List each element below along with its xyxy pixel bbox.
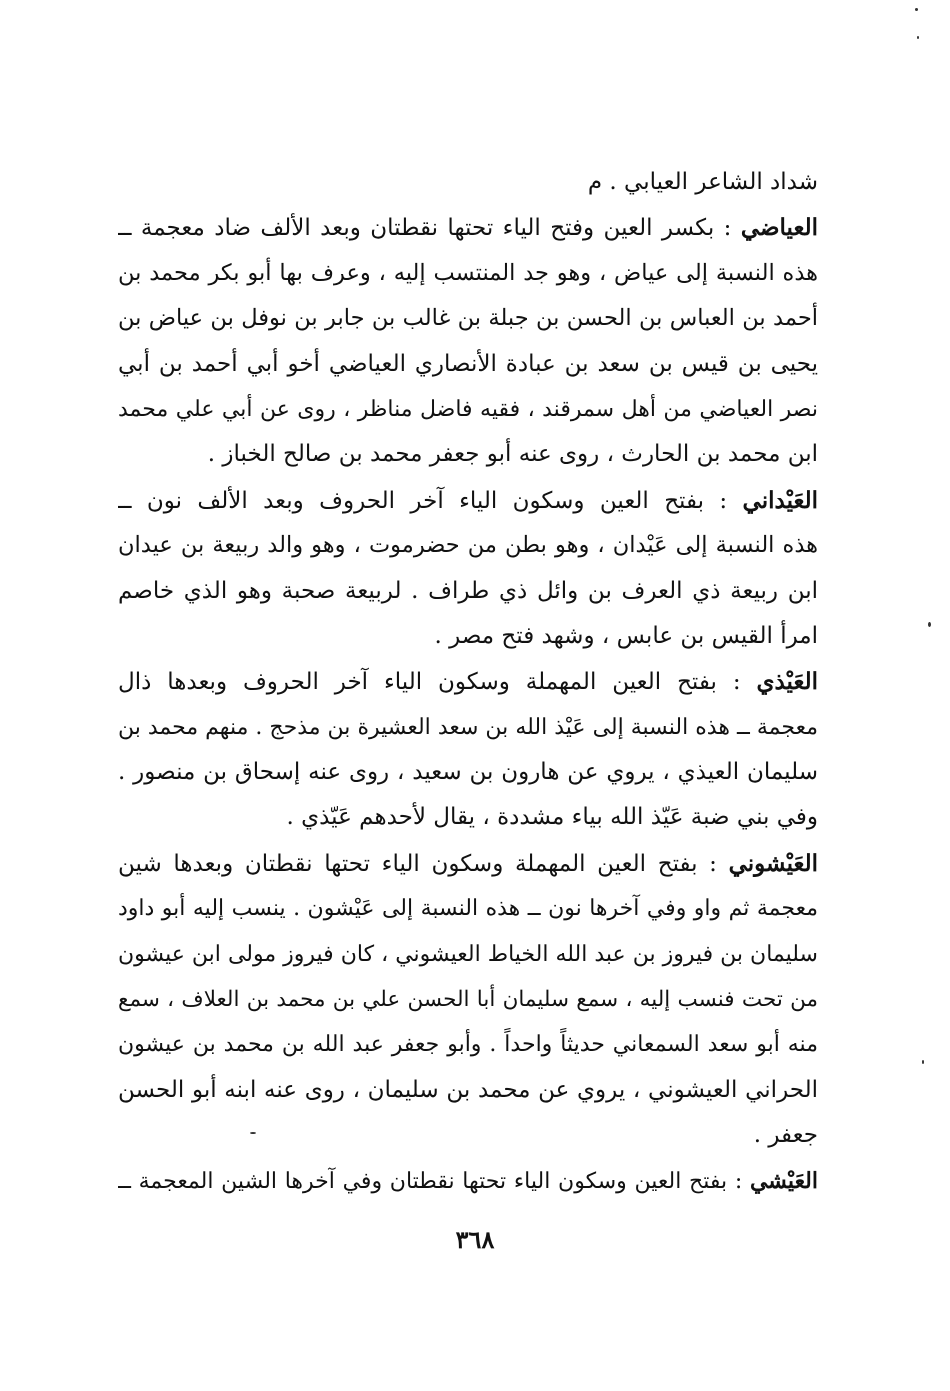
line-text: أحمد بن العباس بن الحسن بن جبلة بن غالب بن جابر بن نوفل بن عياض بن (118, 305, 818, 332)
line-text: يحيى بن قيس بن سعد بن عبادة الأنصاري العياضي أخو أبي أحمد بن أبي (118, 350, 818, 377)
text-line (118, 296, 818, 341)
line-text: وفي بني ضبة عَيّذ الله بياء مشددة ، يقال لأحدهم عَيّذي . (286, 804, 818, 831)
entry-headword: العَيْشي (749, 1167, 818, 1194)
entry-headword: العَيْشوني (728, 849, 818, 877)
scan-speck (250, 1132, 256, 1134)
scan-speck (928, 622, 931, 627)
line-text: معجمة ــ هذه النسبة إلى عَيْذ الله بن سعد العشيرة بن مذحج . منهم محمد بن (118, 714, 818, 740)
line-text: شداد الشاعر العيابي . م (587, 169, 818, 195)
text-body (118, 160, 818, 1204)
line-text: سليمان العيذي ، يروي عن هارون بن سعيد ، روى عنه إسحاق بن منصور . (118, 759, 818, 786)
text-line (118, 705, 818, 750)
entry-headword: العَيْداني (742, 486, 818, 514)
scan-speck (917, 36, 919, 39)
text-line (118, 886, 818, 931)
text-line (118, 387, 818, 432)
text-line (118, 1113, 818, 1158)
text-line (118, 432, 818, 477)
text-line (118, 932, 818, 977)
text-line (118, 750, 818, 795)
line-text: : بكسر العين وفتح الياء تحتها نقطتان وبعد الألف ضاد معجمة ــ (118, 215, 741, 242)
line-text: ابن ربيعة ذي العرف بن وائل ذي طراف . لربيعة صحبة وهو الذي خاصم (118, 577, 818, 604)
text-line (118, 614, 818, 659)
text-line (118, 1068, 818, 1113)
text-line (118, 795, 818, 840)
text-line (118, 523, 818, 568)
entry-headword: العياضي (740, 214, 818, 242)
scan-speck (915, 8, 918, 11)
line-text: : بفتح العين المهملة وسكون الياء آخر الحروف وبعدها ذال (118, 669, 757, 696)
text-line (118, 342, 818, 387)
text-line (118, 1159, 818, 1204)
scan-speck (922, 1060, 924, 1064)
line-text: : بفتح العين المهملة وسكون الياء تحتها نقطتان وبعدها شين (118, 850, 729, 877)
line-text: جعفر . (753, 1122, 818, 1149)
line-text: امرأ القيس بن عابس ، وشهد فتح مصر . (434, 622, 818, 649)
text-line (118, 251, 818, 296)
line-text: معجمة ثم واو وفي آخرها نون ــ هذه النسبة إلى عَيْشون . ينسب إليه أبو داود (118, 896, 818, 922)
text-line (118, 205, 818, 250)
line-text: : بفتح العين وسكون الياء آخر الحروف وبعد الألف نون ــ (118, 487, 743, 514)
text-line (118, 478, 818, 523)
text-line (118, 977, 818, 1022)
line-text: هذه النسبة إلى عَيْدان ، وهو بطن من حضرموت ، وهو والد ربيعة بن عيدان (118, 532, 818, 559)
text-line (118, 569, 818, 614)
line-text: نصر العياضي من أهل سمرقند ، فقيه فاضل مناظر ، روى عن أبي علي محمد (118, 396, 818, 422)
line-text: الحراني العيشوني ، يروي عن محمد بن سليمان ، روى عنه ابنه أبو الحسن (118, 1076, 818, 1103)
line-text: ابن محمد بن الحارث ، روى عنه أبو جعفر محمد بن صالح الخباز . (207, 441, 818, 468)
line-text: هذه النسبة إلى عياض ، وهو جد المنتسب إليه ، وعرف بها أبو بكر محمد بن (118, 259, 818, 286)
text-line (118, 1022, 818, 1067)
entry-headword: العَيْذي (756, 668, 818, 696)
line-text: : بفتح العين وسكون الياء تحتها نقطتان وفي آخرها الشين المعجمة ــ (118, 1168, 750, 1194)
line-text: سليمان بن فيروز بن عبد الله الخياط العيشوني ، كان فيروز مولى ابن عيشون (118, 941, 818, 967)
page-number: ٣٦٨ (455, 1225, 495, 1254)
text-line (118, 160, 818, 205)
line-text: من تحت فنسب إليه ، سمع سليمان أبا الحسن علي بن محمد بن العلاف ، سمع (118, 987, 818, 1013)
line-text: منه أبو سعد السمعاني حديثاً واحداً . وأبو جعفر عبد الله بن محمد بن عيشون (118, 1032, 818, 1058)
text-line (118, 659, 818, 704)
text-line (118, 841, 818, 886)
